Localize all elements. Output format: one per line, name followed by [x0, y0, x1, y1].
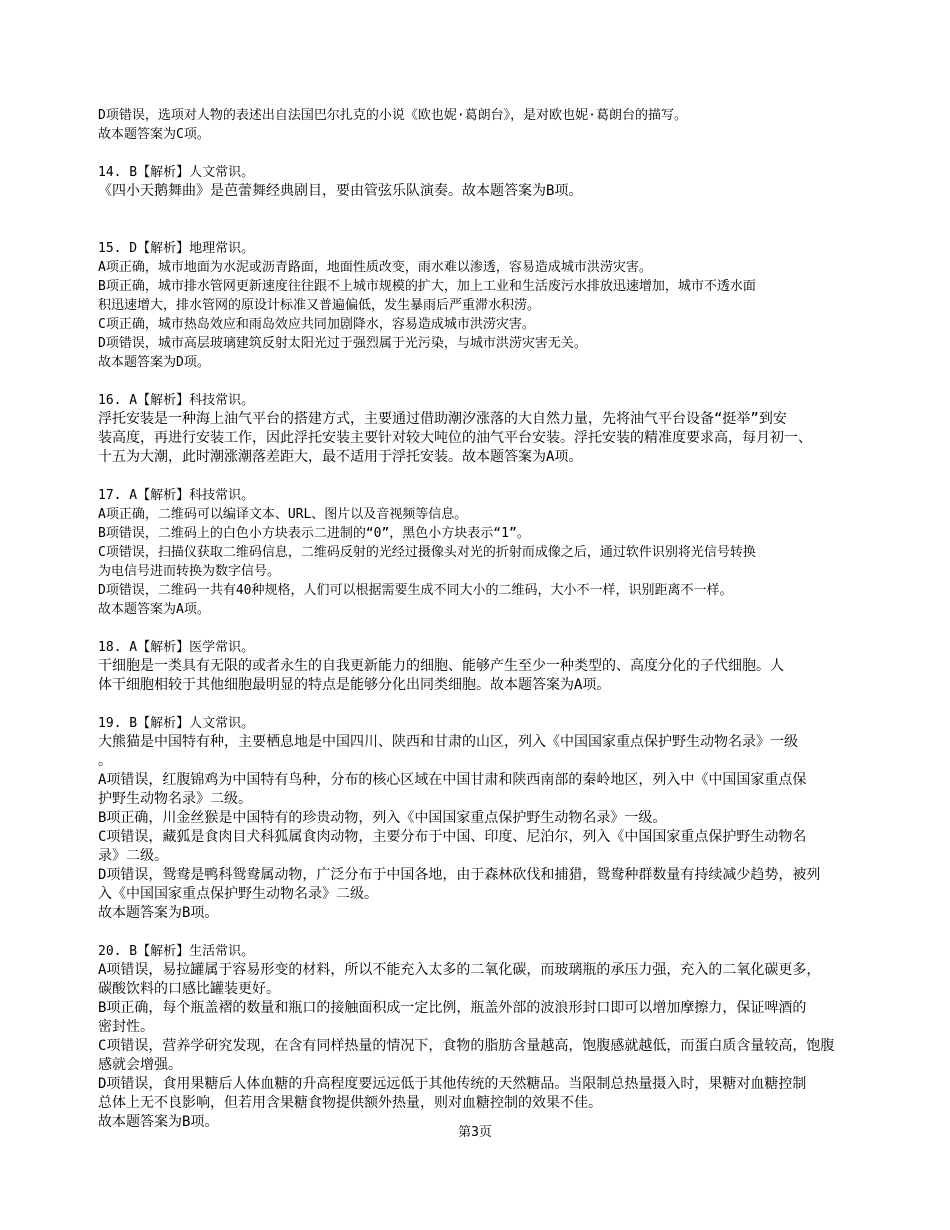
q20-heading: 20. B【解析】生活常识。	[98, 944, 255, 959]
q17-heading: 17. A【解析】科技常识。	[98, 488, 255, 503]
q18-body-line2: 体干细胞相较于其他细胞最明显的特点是能够分化出同类细胞。故本题答案为A项。	[98, 677, 611, 693]
q15-answer: 故本题答案为D项。	[98, 355, 210, 370]
q17-option-b: B项错误，二维码上的白色小方块表示二进制的“0”，黑色小方块表示“1”。	[98, 526, 530, 541]
q17-option-a: A项正确，二维码可以编译文本、URL、图片以及音视频等信息。	[98, 507, 468, 522]
q16-heading: 16. A【解析】科技常识。	[98, 393, 255, 408]
q20-option-a-line1: A项错误，易拉罐属于容易形变的材料，所以不能充入太多的二氧化碳，而玻璃瓶的承压力强，充入的二氧化碳更多，	[98, 962, 821, 978]
q19-option-c-line2: 录》二级。	[98, 848, 168, 864]
q19-answer: 故本题答案为B项。	[98, 905, 219, 921]
q15-heading: 15. D【解析】地理常识。	[98, 241, 255, 256]
q19-option-a-line1: A项错误，红腹锦鸡为中国特有鸟种，分布的核心区域在中国甘肃和陕西南部的秦岭地区，列入中《中国国家重点保	[98, 772, 807, 788]
q16-body-line1: 浮托安装是一种海上油气平台的搭建方式，主要通过借助潮汐涨落的大自然力量，先将油气平台设备“挺举”到安	[98, 411, 787, 427]
q19-option-c-line1: C项错误，藏狐是食肉目犬科狐属食肉动物，主要分布于中国、印度、尼泊尔，列入《中国国家重点保护野生动物名	[98, 829, 807, 845]
page-number: 第3页	[458, 1125, 492, 1140]
q15-option-d: D项错误，城市高层玻璃建筑反射太阳光过于强烈属于光污染，与城市洪涝灾害无关。	[98, 336, 587, 351]
q19-heading: 19. B【解析】人文常识。	[98, 716, 255, 731]
q17-option-c-line1: C项错误，扫描仪获取二维码信息，二维码反射的光经过摄像头对光的折射而成像之后，通过软件识别将光信号转换	[98, 545, 756, 560]
q18-heading: 18. A【解析】医学常识。	[98, 640, 255, 655]
q15-option-a: A项正确，城市地面为水泥或沥青路面，地面性质改变，雨水难以渗透，容易造成城市洪涝灾害。	[98, 260, 652, 275]
q19-body-line2: 。	[98, 753, 112, 769]
q14-heading: 14. B【解析】人文常识。	[98, 165, 255, 180]
q19-option-b: B项正确，川金丝猴是中国特有的珍贵动物，列入《中国国家重点保护野生动物名录》一级。	[98, 810, 667, 826]
q16-body-line3: 十五为大潮，此时潮涨潮落差距大，最不适用于浮托安装。故本题答案为A项。	[98, 449, 583, 465]
q20-option-d-line1: D项错误，食用果糖后人体血糖的升高程度要远远低于其他传统的天然糖品。当限制总热量摄入时，果糖对血糖控制	[98, 1076, 807, 1092]
q19-option-d-line2: 入《中国国家重点保护野生动物名录》二级。	[98, 886, 378, 902]
q20-option-c-line2: 感就会增强。	[98, 1057, 182, 1073]
q13-option-d: D项错误，选项对人物的表述出自法国巴尔扎克的小说《欧也妮·葛朗台》，是对欧也妮·葛朗台的描写。	[98, 108, 687, 123]
q20-option-b-line2: 密封性。	[98, 1019, 154, 1035]
q19-body-line1: 大熊猫是中国特有种，主要栖息地是中国四川、陕西和甘肃的山区，列入《中国国家重点保护野生动物名录》一级	[98, 734, 798, 750]
q17-option-c-line2: 为电信号进而转换为数字信号。	[98, 564, 281, 579]
q19-option-d-line1: D项错误，鸳鸯是鸭科鸳鸯属动物，广泛分布于中国各地，由于森林砍伐和捕猎，鸳鸯种群数量有持续减少趋势，被列	[98, 867, 821, 883]
q13-answer: 故本题答案为C项。	[98, 127, 210, 142]
page-content	[98, 106, 858, 1132]
q18-body-line1: 干细胞是一类具有无限的或者永生的自我更新能力的细胞、能够产生至少一种类型的、高度分化的子代细胞。人	[98, 658, 784, 674]
q20-option-d-line2: 总体上无不良影响，但若用含果糖食物提供额外热量，则对血糖控制的效果不佳。	[98, 1095, 602, 1111]
q15-option-b-line2: 积迅速增大，排水管网的原设计标准又普遍偏低，发生暴雨后严重滞水积涝。	[98, 298, 541, 313]
q17-answer: 故本题答案为A项。	[98, 602, 210, 617]
q19-option-a-line2: 护野生动物名录》二级。	[98, 791, 252, 807]
q20-option-b-line1: B项正确，每个瓶盖褶的数量和瓶口的接触面积成一定比例，瓶盖外部的波浪形封口即可以增加摩擦力，保证啤酒的	[98, 1000, 807, 1016]
q20-option-c-line1: C项错误，营养学研究发现，在含有同样热量的情况下，食物的脂肪含量越高，饱腹感就越低，而蛋白质含量较高，饱腹	[98, 1038, 835, 1054]
q14-body: 《四小天鹅舞曲》是芭蕾舞经典剧目，要由管弦乐队演奏。故本题答案为B项。	[98, 183, 583, 199]
q17-option-d: D项错误，二维码一共有40种规格，人们可以根据需要生成不同大小的二维码，大小不一样，识别距离不一样。	[98, 583, 733, 598]
q16-body-line2: 装高度，再进行安装工作，因此浮托安装主要针对较大吨位的油气平台安装。浮托安装的精准度要求高，每月初一、	[98, 430, 812, 446]
q20-answer: 故本题答案为B项。	[98, 1114, 219, 1130]
q20-option-a-line2: 碳酸饮料的口感比罐装更好。	[98, 981, 280, 997]
q15-option-c: C项正确，城市热岛效应和雨岛效应共同加剧降水，容易造成城市洪涝灾害。	[98, 317, 535, 332]
q15-option-b-line1: B项正确，城市排水管网更新速度往往跟不上城市规模的扩大，加上工业和生活废污水排放迅速增加，城市不透水面	[98, 279, 756, 294]
